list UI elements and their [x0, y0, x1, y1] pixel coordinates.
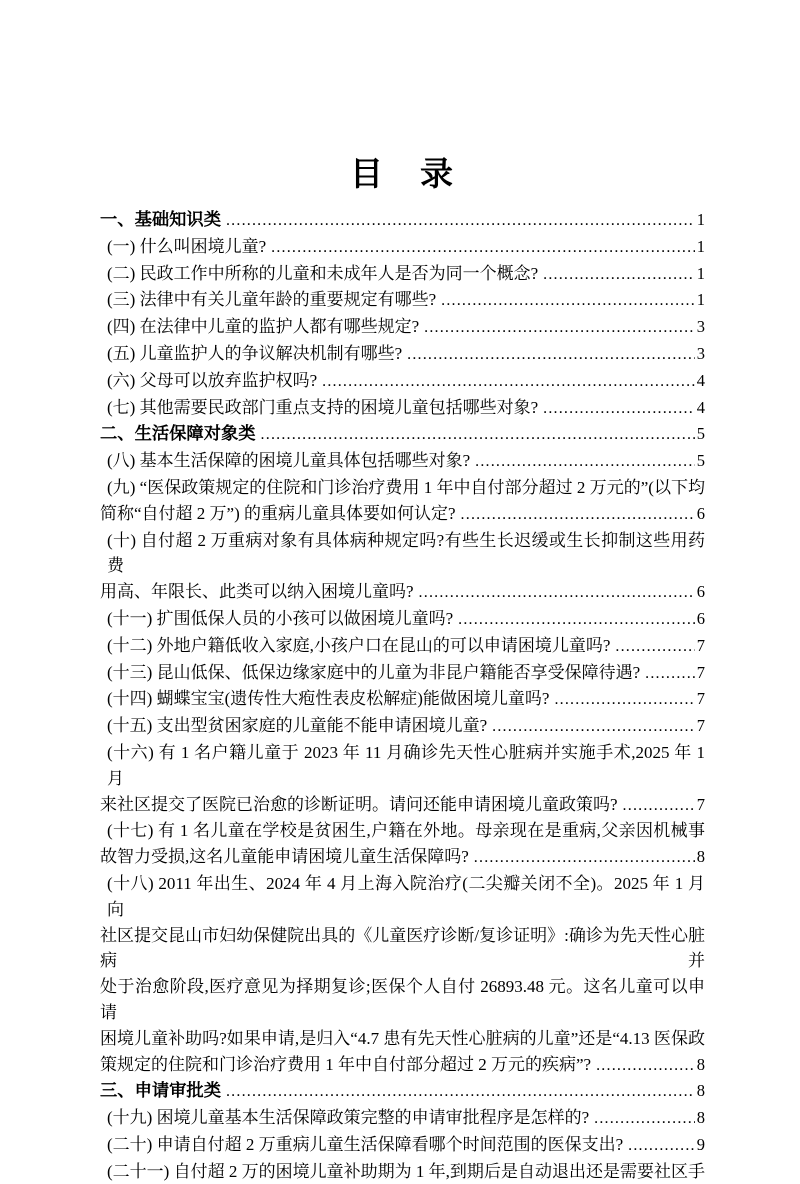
toc-page-number: 8: [696, 847, 705, 867]
toc-entry: [100, 1132, 705, 1159]
toc-entry: [100, 606, 705, 633]
toc-entry-text: (二十) 申请自付超 2 万重病儿童生活保障看哪个时间范围的医保支出?: [107, 1134, 624, 1154]
toc-entry: [100, 1026, 705, 1052]
toc-page-number: 7: [696, 635, 705, 655]
toc-entry-text: 处于治愈阶段,医疗意见为择期复诊;医保个人自付 26893.48 元。这名儿童可以申请: [100, 977, 705, 1022]
toc-leader-dots: [543, 262, 695, 288]
toc-leader-dots: [226, 208, 695, 234]
toc-entry: [100, 792, 705, 819]
toc-page-number: 4: [696, 370, 705, 390]
toc-page-number: 6: [696, 608, 705, 628]
toc-entry-text: (十一) 扩围低保人员的小孩可以做困境儿童吗?: [107, 608, 454, 628]
toc-leader-dots: [594, 1106, 695, 1132]
toc-entry-text: 故智力受损,这名儿童能申请困境儿童生活保障吗?: [100, 847, 469, 867]
toc-leader-dots: [554, 687, 694, 713]
toc-leader-dots: [271, 235, 695, 261]
toc-entry: [100, 234, 705, 261]
toc-entry-text: (一) 什么叫困境儿童?: [107, 236, 267, 256]
toc-entry-text: (十) 自付超 2 万重病对象有具体病种规定吗?有些生长迟缓或生长抑制这些用药费: [107, 530, 705, 576]
toc-leader-dots: [628, 1133, 695, 1159]
toc-entry-text: (三) 法律中有关儿童年龄的重要规定有哪些?: [107, 290, 437, 310]
toc-entry: [100, 207, 705, 234]
toc-entry: [100, 660, 705, 687]
toc-leader-dots: [615, 634, 694, 660]
toc-entry-text: (六) 父母可以放弃监护权吗?: [107, 370, 318, 390]
toc-entry: [100, 501, 705, 528]
toc-entry: [100, 923, 705, 975]
toc-entry: [100, 395, 705, 422]
toc-entry: [100, 475, 705, 501]
toc-leader-dots: [261, 422, 695, 448]
toc-entry-text: (十七) 有 1 名儿童在学校是贫困生,户籍在外地。母亲现在是重病,父亲因机械事: [107, 821, 705, 841]
toc-leader-dots: [623, 793, 695, 819]
toc-page-number: 1: [696, 290, 705, 310]
toc-page-number: 7: [696, 716, 705, 736]
toc-entry: [100, 579, 705, 606]
toc-entry-text: (五) 儿童监护人的争议解决机制有哪些?: [107, 343, 403, 363]
toc-leader-dots: [543, 396, 695, 422]
toc-leader-dots: [596, 1053, 695, 1079]
toc-page-number: 7: [696, 689, 705, 709]
toc-entry: [100, 1052, 705, 1079]
toc-entry: [100, 844, 705, 871]
toc-page-number: 8: [696, 1108, 705, 1128]
toc-entry: [100, 341, 705, 368]
toc-entry: [100, 713, 705, 740]
toc-page-number: 6: [696, 503, 705, 523]
toc-entry-text: 来社区提交了医院已治愈的诊断证明。请问还能申请困境儿童政策吗?: [100, 794, 618, 814]
toc-page-number: 6: [696, 582, 705, 602]
toc-entry-text: (十三) 昆山低保、低保边缘家庭中的儿童为非昆户籍能否享受保障待遇?: [107, 662, 641, 682]
toc-leader-dots: [458, 607, 695, 633]
toc-entry-text: (四) 在法律中儿童的监护人都有哪些规定?: [107, 317, 420, 337]
toc-leader-dots: [645, 661, 695, 687]
toc-leader-dots: [322, 369, 695, 395]
toc-leader-dots: [226, 1079, 695, 1105]
toc-entry-text: (八) 基本生活保障的困境儿童具体包括哪些对象?: [107, 451, 471, 471]
toc-entry: [100, 528, 705, 580]
toc-leader-dots: [474, 845, 695, 871]
toc-entry-text: (二十一) 自付超 2 万的困境儿童补助期为 1 年,到期后是自动退出还是需要社区手: [107, 1161, 705, 1181]
toc-entry-text: (十五) 支出型贫困家庭的儿童能不能申请困境儿童?: [107, 716, 488, 736]
toc-entry: [100, 287, 705, 314]
toc-entry: [100, 1105, 705, 1132]
toc-entry-text: (十六) 有 1 名户籍儿童于 2023 年 11 月确诊先天性心脏病并实施手术,2025 年 1 月: [107, 742, 710, 788]
toc-entry-text: 社区提交昆山市妇幼保健院出具的《儿童医疗诊断/复诊证明》:确诊为先天性心脏病并: [100, 925, 705, 971]
toc-entry-text: 困境儿童补助吗?如果申请,是归入“4.7 患有先天性心脏病的儿童”还是“4.13 医保政: [100, 1028, 705, 1048]
toc-entry: [100, 368, 705, 395]
toc-entry: [100, 686, 705, 713]
toc-page-number: 1: [696, 236, 705, 256]
toc-leader-dots: [424, 315, 695, 341]
toc-page-number: 3: [696, 343, 705, 363]
toc-entry-text: 二、生活保障对象类: [100, 423, 256, 444]
toc-entry-text: (二) 民政工作中所称的儿童和未成年人是否为同一个概念?: [107, 263, 539, 283]
toc-entry: [100, 314, 705, 341]
toc-leader-dots: [441, 288, 695, 314]
toc-page-number: 9: [696, 1134, 705, 1154]
toc-page-number: 5: [696, 451, 705, 471]
toc-leader-dots: [407, 342, 695, 368]
toc-page-number: 8: [696, 1081, 705, 1101]
toc-entry: [100, 1078, 705, 1105]
toc-page-number: 4: [696, 397, 705, 417]
toc-entry-text: 一、基础知识类: [100, 209, 221, 229]
toc-leader-dots: [475, 449, 695, 475]
toc-page-number: 7: [696, 662, 705, 682]
toc-entry: [100, 818, 705, 844]
toc-leader-dots: [461, 502, 695, 528]
toc-entry: [100, 261, 705, 288]
toc-entry-text: (九) “医保政策规定的住院和门诊治疗费用 1 年中自付部分超过 2 万元的”(以下均: [107, 477, 705, 497]
toc-entry: [100, 1159, 705, 1184]
toc-entry-text: (十八) 2011 年出生、2024 年 4 月上海入院治疗(二尖瓣关闭不全)。2025 年 1 月向: [107, 873, 705, 919]
toc-leader-dots: [419, 580, 695, 606]
toc-entry: [100, 633, 705, 660]
toc-entry-text: 策规定的住院和门诊治疗费用 1 年中自付部分超过 2 万元的疾病”?: [100, 1054, 592, 1074]
toc-leader-dots: [492, 714, 695, 740]
toc-page-number: 1: [696, 210, 705, 229]
toc-page-number: 7: [696, 794, 705, 814]
toc-entry-text: (七) 其他需要民政部门重点支持的困境儿童包括哪些对象?: [107, 397, 539, 417]
toc-entry-text: (十九) 困境儿童基本生活保障政策完整的申请审批程序是怎样的?: [107, 1108, 590, 1128]
toc-page-number: 3: [696, 317, 705, 337]
page-title: 目 录: [350, 157, 455, 193]
toc-list: [100, 207, 710, 1184]
toc-entry-text: 简称“自付超 2 万”) 的重病儿童具体要如何认定?: [100, 503, 456, 523]
toc-page-number: 8: [696, 1054, 705, 1074]
toc-entry: [100, 974, 705, 1026]
toc-entry-text: (十二) 外地户籍低收入家庭,小孩户口在昆山的可以申请困境儿童吗?: [107, 635, 611, 655]
toc-entry-text: 用高、年限长、此类可以纳入困境儿童吗?: [100, 582, 414, 602]
toc-entry: [100, 421, 705, 448]
toc-entry-text: (十四) 蝴蝶宝宝(遗传性大疱性表皮松解症)能做困境儿童吗?: [107, 689, 550, 709]
toc-page-number: 5: [696, 424, 705, 444]
toc-entry: [100, 871, 705, 923]
toc-entry-text: 三、申请审批类: [100, 1080, 221, 1101]
toc-page-number: 1: [696, 263, 705, 283]
toc-entry: [100, 740, 710, 792]
toc-entry: [100, 448, 705, 475]
